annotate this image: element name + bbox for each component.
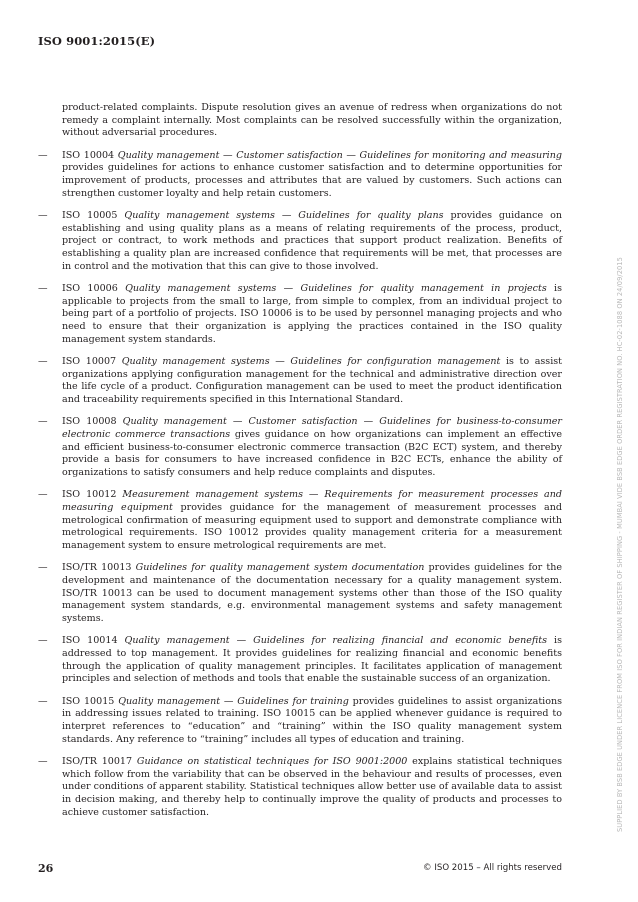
list-item — [38, 356, 562, 406]
list-item — [38, 696, 562, 746]
list-dash: — — [38, 756, 48, 768]
standard-number: ISO 10005 — [62, 210, 125, 222]
standard-title: Quality management systems — Guidelines for quality management in projects — [125, 283, 547, 295]
list-dash: — — [38, 210, 48, 222]
licence-watermark: SUPPLIED BY BSB EDGE UNDER LICENCE FROM ISO FOR INDIAN REGISTER OF SHIPPING - MUMBAI VIDE BSB EDGE ORDER REGISTRATION NO. HC-02-1088 ON 24/09/2015 — [616, 257, 624, 832]
standard-title: Guidance on statistical techniques for ISO 9001:2000 — [136, 756, 408, 768]
standard-title: Quality management — Customer satisfaction — Guidelines for monitoring and measuring — [117, 149, 562, 161]
standard-number: ISO 10012 — [62, 489, 123, 501]
list-dash: — — [38, 562, 48, 574]
standard-description: is to assist organizations applying configuration management for the technical and administrative direction over the life cycle of a product. Configuration management can be used to meet the product identification and traceability requirements specified in this International Standard. — [62, 356, 562, 405]
list-dash: — — [38, 283, 48, 295]
standard-title: Quality management systems — Guidelines for configuration management — [121, 356, 501, 368]
standard-number: ISO 10008 — [62, 416, 123, 428]
standard-title: Quality management — Customer satisfaction — Guidelines for business-to-consumer electronic commerce transactions — [62, 416, 563, 441]
standard-description: is applicable to projects from the small to large, from simple to complex, from an individual project to being part of a portfolio of projects. ISO 10006 is to be used by personnel managing projects and who need to ensure that their organization is applying the practices contained in the ISO quality management system standards. — [62, 283, 563, 345]
standard-number: ISO/TR 10013 — [62, 562, 136, 574]
standard-title: Measurement management systems — Requirements for measurement processes and measuring equipment — [62, 489, 563, 514]
list-dash: — — [38, 149, 48, 161]
document-header: ISO 9001:2015(E) — [38, 34, 156, 48]
list-item — [38, 756, 562, 819]
list-dash: — — [38, 416, 48, 428]
standard-description: provides guidance on establishing and using quality plans as a means of relating requirements of the process, product, project or contract, to work methods and practices that support product realization. Benefits of establishing a quality plan are increased confidence that requirements will be met, that processes are in control and the motivation that this can give to those involved. — [62, 210, 563, 272]
list-item — [38, 635, 562, 685]
standard-number: ISO 10014 — [62, 635, 125, 647]
standard-number: ISO 10004 — [62, 149, 118, 161]
standard-description: provides guidelines to assist organizations in addressing issues related to training. ISO 10015 can be applied whenever guidance is required to interpret references to “education” and “training” within the ISO quality management system standards. Any reference to “training” includes all types of education and training. — [62, 695, 562, 745]
list-dash: — — [38, 489, 48, 501]
list-item — [38, 562, 562, 625]
standard-description: gives guidance on how organizations can implement an effective and efficient business-to-consumer electronic commerce transaction (B2C ECT) system, and thereby provide a basis for consumers to have increased confidence in B2C ECTs, enhance the ability of organizations to satisfy consumers and help reduce complaints and disputes. — [62, 429, 562, 478]
list-dash: — — [38, 635, 48, 647]
list-item — [38, 210, 562, 273]
intro-paragraph: product-related complaints. Dispute resolution gives an avenue of redress when organizations do not remedy a complaint internally. Most complaints can be resolved successfully within the organization, without adversarial procedures. — [62, 102, 562, 139]
standard-number: ISO/TR 10017 — [62, 756, 137, 768]
list-item — [38, 416, 562, 479]
list-item — [38, 283, 562, 346]
standard-description: provides guidelines for actions to enhance customer satisfaction and to determine opportunities for improvement of products, processes and attributes that are valued by customers. Such actions can strengthen customer loyalty and help retain customers. — [62, 162, 562, 199]
list-dash: — — [38, 356, 48, 368]
document-body — [38, 102, 562, 829]
standard-number: ISO 10006 — [62, 283, 126, 295]
standard-description: provides guidelines for the development and maintenance of the documentation necessary for a quality management system. ISO/TR 10013 can be used to document management systems other than those of the ISO quality management system standards, e.g. environmental management systems and safety management systems. — [62, 562, 562, 624]
copyright-notice: © ISO 2015 – All rights reserved — [423, 863, 562, 873]
standard-number: ISO 10015 — [62, 695, 119, 707]
standard-number: ISO 10007 — [62, 356, 122, 368]
standard-title: Quality management — Guidelines for realizing financial and economic benefits — [124, 635, 548, 647]
standard-description: is addressed to top management. It provides guidelines for realizing financial and economic benefits through the application of quality management principles. It facilitates application of management principles and selection of methods and tools that enable the sustainable success of an organization. — [62, 635, 562, 685]
list-dash: — — [38, 695, 48, 707]
standard-title: Quality management systems — Guidelines for quality plans — [124, 210, 444, 222]
standard-title: Guidelines for quality management system documentation — [135, 562, 425, 574]
standard-title: Quality management — Guidelines for training — [118, 695, 349, 707]
standard-description: provides guidance for the management of measurement processes and metrological confirmation of measuring equipment used to support and demonstrate compliance with metrological requirements. ISO 10012 provides quality management criteria for a measurement management system to ensure metrological requirements are met. — [62, 502, 562, 551]
list-item — [38, 489, 562, 552]
standard-description: explains statistical techniques which follow from the variability that can be observed in the behaviour and results of processes, even under conditions of apparent stability. Statistical techniques allow better use of available data to assist in decision making, and thereby help to continually improve the quality of products and processes to achieve customer satisfaction. — [62, 756, 562, 818]
page-number: 26 — [38, 862, 54, 875]
list-item — [38, 150, 562, 200]
